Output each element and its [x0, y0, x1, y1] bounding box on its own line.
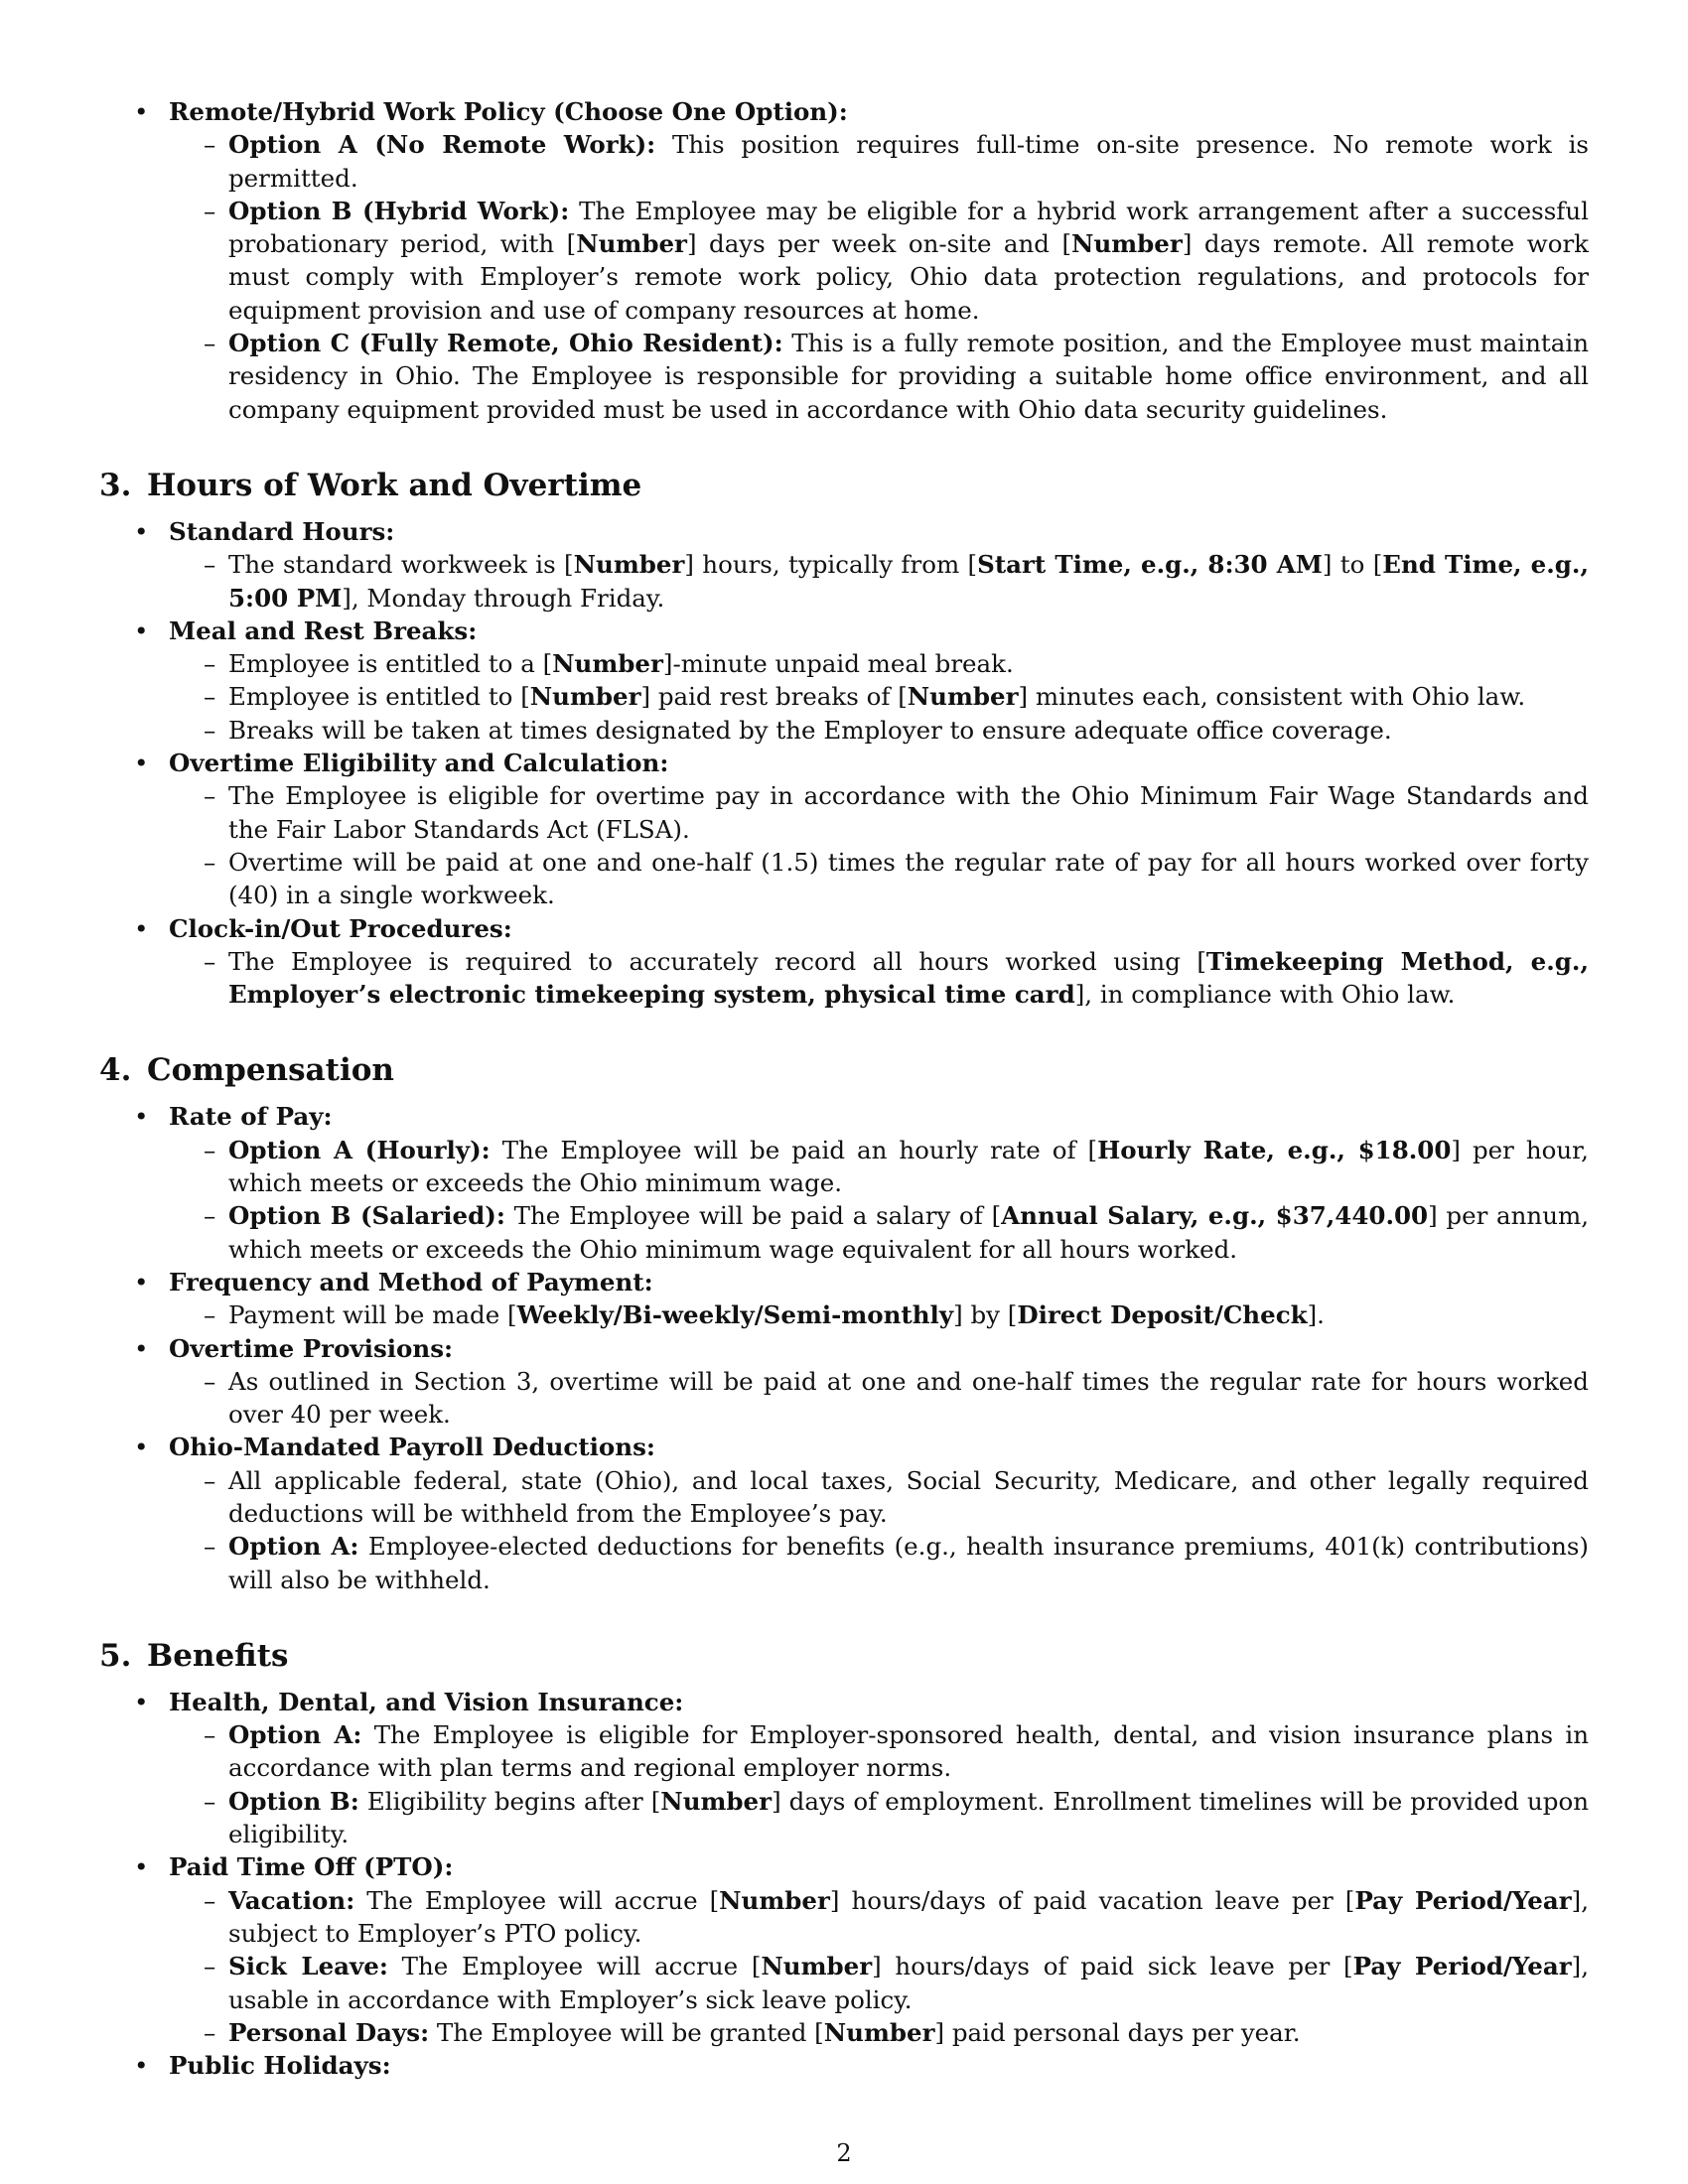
item-heading: Rate of Pay: [169, 1102, 333, 1132]
text: The Employee is required to accurately record all hours worked using [ [228, 946, 1206, 976]
text: The Employee may be eligible for a hybrid work arrangement after a successful probationary period, with [ [228, 196, 1589, 259]
bullet-icon: • [134, 1333, 149, 1363]
sub-item [169, 714, 1589, 747]
option-label: Sick Leave: [228, 1952, 388, 1981]
list-item [99, 1266, 1589, 1332]
placeholder: Number [552, 649, 663, 679]
text: ], usable in accordance with Employer’s sick leave policy. [228, 1952, 1590, 2014]
text: The Employee will be granted [ [429, 2017, 824, 2047]
placeholder: Number [907, 682, 1019, 712]
document-page [99, 95, 1589, 2082]
item-heading: Ohio-Mandated Payroll Deductions: [169, 1433, 655, 1462]
item-heading: Meal and Rest Breaks: [169, 615, 478, 645]
option-label: Option A: [228, 1532, 359, 1562]
dash-icon: – [204, 2017, 216, 2047]
text: All applicable federal, state (Ohio), and local taxes, Social Security, Medicare, and other legally required deductions will be withheld from the Employee’s pay. [228, 1465, 1589, 1528]
list-item [99, 747, 1589, 911]
text: ] hours/days of paid vacation leave per [ [829, 1885, 1355, 1915]
text: The Employee is eligible for overtime pay in accordance with the Ohio Minimum Fair Wage Standards and the Fair Labor Standards Act (FLSA). [228, 781, 1589, 844]
placeholder: Number [1071, 229, 1183, 259]
placeholder: Number [823, 2017, 935, 2047]
text: ]-minute unpaid meal break. [662, 649, 1014, 679]
text: ], in compliance with Ohio law. [1074, 980, 1456, 1010]
placeholder: Direct Deposit/Check [1017, 1300, 1308, 1330]
dash-icon: – [204, 649, 216, 679]
dash-icon: – [204, 781, 216, 811]
option-text: This position requires full-time on-site presence. No remote work is permitted. [228, 130, 1589, 193]
list-item [99, 912, 1589, 1012]
list-item [99, 1686, 1589, 1850]
dash-icon: – [204, 550, 216, 580]
list-item [99, 95, 1589, 426]
text: Employee is entitled to [ [228, 682, 530, 712]
option-label: Personal Days: [228, 2017, 430, 2047]
text: Employee-elected deductions for benefits (e.g., health insurance premiums, 401(k) contributions) will also be withheld. [228, 1532, 1589, 1594]
placeholder: Number [761, 1952, 873, 1981]
sub-item [169, 128, 1589, 195]
text: The Employee will be paid an hourly rate of [ [490, 1135, 1098, 1164]
placeholder: Number [660, 1786, 773, 1816]
option-label: Option C (Fully Remote, Ohio Resident): [228, 329, 783, 358]
list-item [99, 1100, 1589, 1265]
dash-icon: – [204, 329, 216, 358]
bullet-icon: • [134, 615, 149, 645]
option-label: Option B: [228, 1786, 359, 1816]
section-heading [99, 1050, 1589, 1090]
sub-item [169, 195, 1589, 327]
section-title: Hours of Work and Overtime [147, 467, 642, 503]
list-item [99, 1332, 1589, 1432]
option-text: This is a fully remote position, and the Employee must maintain residency in Ohio. The Employee is responsible for providing a suitable home office environment, and all company equipment provided must be used in accordance with Ohio data security guidelines. [228, 329, 1589, 424]
dash-icon: – [204, 130, 216, 160]
dash-icon: – [204, 1720, 216, 1750]
sub-item [169, 1134, 1589, 1200]
item-heading: Overtime Provisions: [169, 1333, 454, 1363]
dash-icon: – [204, 1201, 216, 1231]
sub-item [169, 1464, 1589, 1531]
dash-icon: – [204, 1135, 216, 1164]
sub-item [169, 779, 1589, 846]
text: Breaks will be taken at times designated by the Employer to ensure adequate office coverage. [228, 715, 1392, 745]
list-item [99, 1850, 1589, 2049]
dash-icon: – [204, 1952, 216, 1981]
text: ] paid rest breaks of [ [640, 682, 908, 712]
text: ] to [ [1322, 550, 1383, 580]
text: ] days remote. All remote work must comply with Employer’s remote work policy, Ohio data protection regulations, and protocols for equipment provision and use of company resources at home. [228, 229, 1590, 325]
section-number: 3. [99, 467, 132, 503]
text: ] hours/days of paid sick leave per [ [872, 1952, 1353, 1981]
sub-item [169, 680, 1589, 713]
item-heading: Remote/Hybrid Work Policy (Choose One Option): [169, 97, 848, 126]
text: As outlined in Section 3, overtime will be paid at one and one-half times the regular rate for hours worked over 40 per week. [228, 1366, 1589, 1430]
bullet-icon: • [134, 2051, 149, 2081]
dash-icon: – [204, 1885, 216, 1915]
placeholder: Hourly Rate, e.g., $18.00 [1097, 1135, 1452, 1164]
dash-icon: – [204, 1532, 216, 1562]
placeholder: Number [576, 229, 687, 259]
page-number: 2 [836, 2139, 852, 2167]
placeholder: Start Time, e.g., 8:30 AM [977, 550, 1323, 580]
text: The Employee will accrue [ [354, 1885, 720, 1915]
text: ] days of employment. Enrollment timelines will be provided upon eligibility. [228, 1786, 1589, 1849]
bullet-icon: • [134, 1102, 149, 1132]
text: ] per hour, which meets or exceeds the Ohio minimum wage. [228, 1135, 1589, 1198]
item-heading: Frequency and Method of Payment: [169, 1267, 653, 1297]
bullet-icon: • [134, 913, 149, 943]
placeholder: Number [529, 682, 641, 712]
item-heading: Paid Time Off (PTO): [169, 1852, 454, 1882]
dash-icon: – [204, 1786, 216, 1816]
option-label: Vacation: [228, 1885, 355, 1915]
list-item [99, 2049, 1589, 2082]
section-number: 4. [99, 1052, 132, 1089]
text: Eligibility begins after [ [358, 1786, 661, 1816]
text: ], Monday through Friday. [342, 583, 665, 613]
text: ]. [1307, 1300, 1325, 1330]
dash-icon: – [204, 682, 216, 712]
dash-icon: – [204, 715, 216, 745]
sub-item [169, 647, 1589, 680]
text: ] days per week on-site and [ [686, 229, 1072, 259]
text: ] paid personal days per year. [934, 2017, 1301, 2047]
text: ], subject to Employer’s PTO policy. [228, 1885, 1590, 1948]
sub-item [169, 1785, 1589, 1851]
sub-item [169, 2016, 1589, 2049]
option-label: Option A: [228, 1720, 362, 1750]
sub-item [169, 1298, 1589, 1331]
dash-icon: – [204, 1366, 216, 1396]
text: Payment will be made [ [228, 1300, 517, 1330]
dash-icon: – [204, 1465, 216, 1495]
item-heading: Clock-in/Out Procedures: [169, 913, 512, 943]
dash-icon: – [204, 847, 216, 877]
text: ] by [ [953, 1300, 1018, 1330]
sub-item [169, 846, 1589, 912]
item-heading: Health, Dental, and Vision Insurance: [169, 1687, 684, 1716]
option-label: Option B (Hybrid Work): [228, 196, 570, 225]
sub-item [169, 1884, 1589, 1951]
remote-policy-list [99, 95, 1589, 426]
option-label: Option B (Salaried): [228, 1201, 505, 1231]
bullet-icon: • [134, 516, 149, 546]
bullet-icon: • [134, 1267, 149, 1297]
text: The standard workweek is [ [228, 550, 574, 580]
sub-item [169, 1718, 1589, 1785]
bullet-icon: • [134, 1687, 149, 1716]
dash-icon: – [204, 196, 216, 225]
option-label: Option A (Hourly): [228, 1135, 491, 1164]
text: ] minutes each, consistent with Ohio law. [1018, 682, 1526, 712]
dash-icon: – [204, 1300, 216, 1330]
section-title: Compensation [147, 1052, 394, 1089]
section-4-list [99, 1100, 1589, 1595]
list-item [99, 1431, 1589, 1595]
sub-item [169, 1530, 1589, 1596]
bullet-icon: • [134, 1852, 149, 1882]
item-heading: Public Holidays: [169, 2051, 391, 2081]
bullet-icon: • [134, 97, 149, 126]
item-heading: Overtime Eligibility and Calculation: [169, 749, 669, 778]
section-heading [99, 1636, 1589, 1676]
section-5-list [99, 1686, 1589, 2083]
bullet-icon: • [134, 749, 149, 778]
text: ] per annum, which meets or exceeds the Ohio minimum wage equivalent for all hours worked. [228, 1201, 1590, 1264]
list-item [99, 614, 1589, 747]
text: The Employee will be paid a salary of [ [504, 1201, 1002, 1231]
sub-item [169, 548, 1589, 614]
item-heading: Standard Hours: [169, 516, 395, 546]
placeholder: Pay Period/Year [1352, 1952, 1572, 1981]
placeholder: Weekly/Bi-weekly/Semi-monthly [516, 1300, 954, 1330]
placeholder: Pay Period/Year [1354, 1885, 1572, 1915]
placeholder: Number [573, 550, 685, 580]
sub-item [169, 1199, 1589, 1266]
text: Employee is entitled to a [ [228, 649, 553, 679]
sub-item [169, 945, 1589, 1012]
sub-item [169, 327, 1589, 426]
list-item [99, 515, 1589, 614]
section-title: Benefits [147, 1637, 289, 1674]
section-3-list [99, 515, 1589, 1011]
placeholder: Timekeeping Method, e.g., Employer’s electronic timekeeping system, physical time card [228, 946, 1589, 1010]
section-heading [99, 466, 1589, 505]
dash-icon: – [204, 946, 216, 976]
placeholder: Annual Salary, e.g., $37,440.00 [1001, 1201, 1429, 1231]
section-number: 5. [99, 1637, 132, 1674]
text: ] hours, typically from [ [684, 550, 978, 580]
sub-item [169, 1950, 1589, 2016]
text: Overtime will be paid at one and one-half (1.5) times the regular rate of pay for all hours worked over forty (40) in a single workweek. [228, 847, 1589, 910]
placeholder: End Time, e.g., 5:00 PM [228, 550, 1589, 613]
bullet-icon: • [134, 1433, 149, 1462]
text: The Employee is eligible for Employer-sponsored health, dental, and vision insurance plans in accordance with plan terms and regional employer norms. [228, 1720, 1589, 1783]
text: The Employee will accrue [ [387, 1952, 762, 1981]
placeholder: Number [719, 1885, 830, 1915]
sub-item [169, 1365, 1589, 1432]
option-label: Option A (No Remote Work): [228, 130, 656, 160]
